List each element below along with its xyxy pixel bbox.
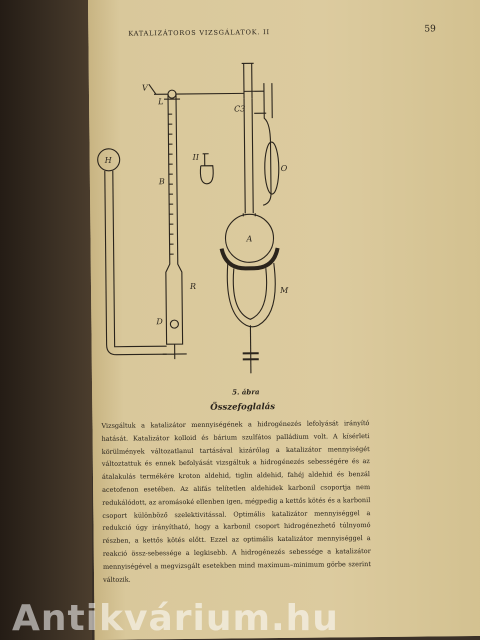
label-b: B [158, 177, 165, 187]
burette-tube [164, 94, 183, 344]
apparatus-figure [94, 52, 397, 385]
small-vessel [200, 154, 213, 184]
stopcock-l [168, 90, 176, 98]
label-ii: II [192, 152, 200, 162]
book-page [88, 0, 480, 640]
condenser-column [244, 63, 252, 98]
label-r: R [189, 281, 197, 291]
label-o: O [280, 163, 288, 173]
label-l: L [158, 97, 164, 107]
figure-caption: 5. ábra [232, 387, 260, 397]
section-title: Összefoglalás [210, 402, 276, 413]
page-number: 59 [424, 24, 436, 35]
label-h: H [104, 155, 112, 165]
label-d: D [156, 317, 163, 327]
label-a: A [246, 234, 253, 244]
label-v: V [141, 83, 148, 93]
column-bulb-o [264, 142, 279, 194]
stopcock-d [170, 320, 178, 328]
book-gutter-shadow [0, 0, 92, 640]
label-m: M [280, 285, 289, 296]
label-c3: C3 [234, 104, 246, 114]
holder-stem [250, 325, 251, 373]
running-head: KATALIZÁTOROS VIZSGÁLATOK. II [128, 28, 270, 38]
summary-paragraph: Vizsgáltuk a katalizátor mennyiségének a hidrogénezés lefolyását irányító hatását. Katalizátor kolloid és bárium szulfátos palládium volt. A kísérleti körülmények változatlanul tartásával kizárólag a katalizátor mennyiségét változtattuk és ennek befolyását vizsgáltuk a hidrogénezés sebességére és az átalakulás termékére kroton aldehid, tiglin aldehid, fahéj aldehid és benzál acetofenon esetében. Az alifás telítetlen aldehidek karbonil csoportja nem redukálódott, az aromásoké ellenben igen, mégpedig a kettős kötés és a karbonil csoport különböző szelektivitással. Optimális katalizátor mennyiséggel a redukció úgy irányítható, hogy a karbonil csoport hidrogénezhető túlnyomó részben, a kettős kötés előtt. Ezzel az optimális katalizátor mennyiséggel a reakció össz-sebessége a legkisebb. A hidrogénezés sebessége a katalizátor mennyiségével a megvizsgált esetekben mind maximum–minimum görbe szerint változik. [101, 419, 371, 584]
top-manifold [154, 91, 264, 94]
watermark: Antikvárium.hu [12, 598, 339, 639]
